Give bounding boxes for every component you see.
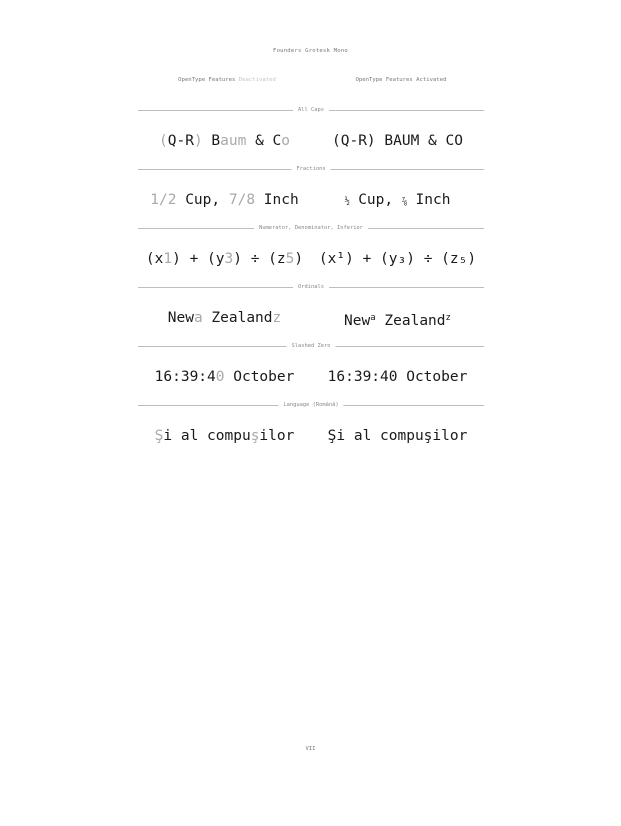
section-numerators	[138, 223, 484, 281]
page-number: VII	[305, 746, 316, 752]
sample-deactivated: Newa Zealandz	[167, 310, 282, 326]
section-divider	[138, 164, 484, 174]
section-label: All Caps	[293, 105, 329, 115]
section-label: Fractions	[291, 164, 330, 174]
sample-activated: New$^a$ Zealand$^z$	[344, 313, 451, 329]
sample-activated: (x¹) + (y₃) ÷ (z₅)	[318, 251, 477, 267]
sample-deactivated: Şi al compuşilor	[154, 428, 295, 444]
section-fractions	[138, 164, 484, 222]
section-divider	[138, 105, 484, 115]
section-label: Numerator, Denominator, Inferior	[254, 223, 368, 233]
section-divider	[138, 341, 484, 351]
section-all-caps	[138, 105, 484, 163]
sample-activated: ½ Cup, ⅞ Inch	[344, 192, 451, 208]
sample-activated: (Q-R) BAUM & CO	[332, 133, 463, 149]
sample-deactivated: (x1) + (y3) ÷ (z5)	[145, 251, 304, 267]
section-label: Language (Română)	[278, 400, 343, 410]
section-label: Slashed Zero	[287, 341, 336, 351]
sample-activated: Şi al compuşilor	[327, 428, 468, 444]
section-slashed-zero	[138, 341, 484, 399]
sample-deactivated: 1/2 Cup, 7/8 Inch	[150, 192, 299, 208]
section-ordinals	[138, 282, 484, 340]
column-header-state: Deactivated	[238, 77, 276, 83]
column-header-prefix: OpenType Features	[178, 77, 239, 83]
column-header-activated: OpenType Features Activated	[355, 77, 447, 83]
section-label: Ordinals	[293, 282, 329, 292]
section-divider	[138, 282, 484, 292]
sample-activated: 16:39:40 October	[327, 369, 468, 385]
section-divider	[138, 400, 484, 410]
sample-deactivated: 16:39:40 October	[154, 369, 295, 385]
sample-deactivated: (Q-R) Baum & Co	[159, 133, 290, 149]
section-divider	[138, 223, 484, 233]
font-name-title: Founders Grotesk Mono	[273, 48, 348, 54]
section-language	[138, 400, 484, 458]
column-header-deactivated	[142, 77, 312, 83]
